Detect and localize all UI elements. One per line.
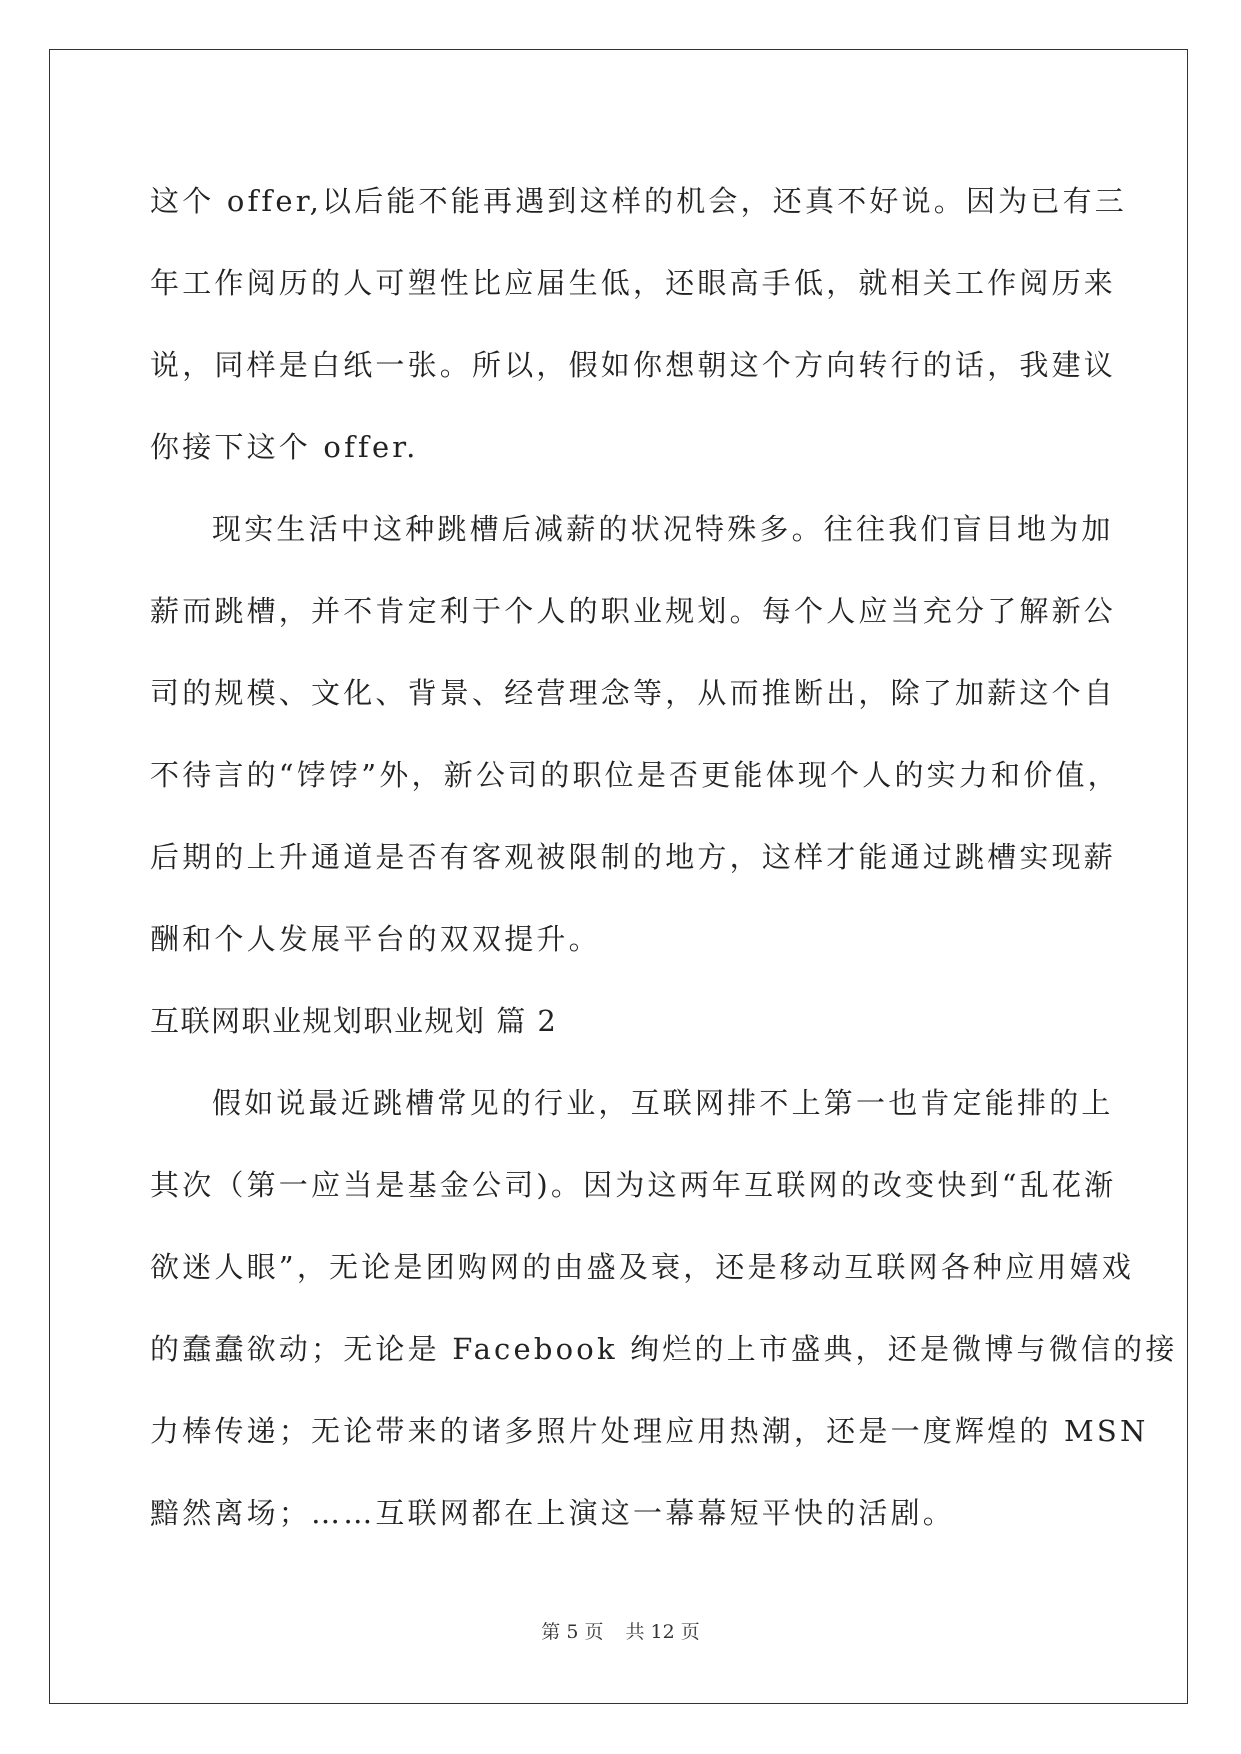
text-line: 司的规模、文化、背景、经营理念等，从而推断出，除了加薪这个自 (150, 676, 1117, 710)
paragraph (150, 488, 1120, 980)
text-line: 后期的上升通道是否有客观被限制的地方，这样才能通过跳槽实现薪 (150, 840, 1117, 874)
text-line: 这个 offer,以后能不能再遇到这样的机会，还真不好说。因为已有三 (150, 184, 1128, 218)
paragraph (150, 1062, 1178, 1554)
text-line: 的蠢蠢欲动；无论是 Facebook 绚烂的上市盛典，还是微博与微信的接 (150, 1332, 1178, 1366)
document-body (150, 160, 1178, 1554)
text-line: 年工作阅历的人可塑性比应届生低，还眼高手低，就相关工作阅历来 (150, 266, 1117, 300)
text-line: 酬和个人发展平台的双双提升。 (150, 922, 601, 956)
text-line: 力棒传递；无论带来的诸多照片处理应用热潮，还是一度辉煌的 MSN (150, 1414, 1149, 1448)
text-line: 说，同样是白纸一张。所以，假如你想朝这个方向转行的话，我建议 (150, 348, 1117, 382)
page-number-total: 共 12 页 (625, 1621, 700, 1643)
section-heading: 互联网职业规划职业规划 篇 2 (150, 1004, 558, 1038)
text-line: 不待言的“饽饽”外，新公司的职位是否更能体现个人的实力和价值， (150, 758, 1120, 792)
text-line: 欲迷人眼”，无论是团购网的由盛及衰，还是移动互联网各种应用嬉戏 (150, 1250, 1135, 1284)
page-number-current: 第 5 页 (541, 1621, 604, 1643)
text-line: 薪而跳槽，并不肯定利于个人的职业规划。每个人应当充分了解新公 (150, 594, 1117, 628)
text-line: 其次（第一应当是基金公司)。因为这两年互联网的改变快到“乱花渐 (150, 1168, 1117, 1202)
paragraph (150, 160, 1128, 488)
text-line: 现实生活中这种跳槽后减薪的状况特殊多。往往我们盲目地为加 (212, 512, 1114, 546)
page-footer (0, 1617, 1241, 1644)
text-line: 你接下这个 offer. (150, 430, 419, 464)
text-line: 假如说最近跳槽常见的行业，互联网排不上第一也肯定能排的上 (212, 1086, 1114, 1120)
text-line: 黯然离场；……互联网都在上演这一幕幕短平快的活剧。 (150, 1496, 956, 1530)
